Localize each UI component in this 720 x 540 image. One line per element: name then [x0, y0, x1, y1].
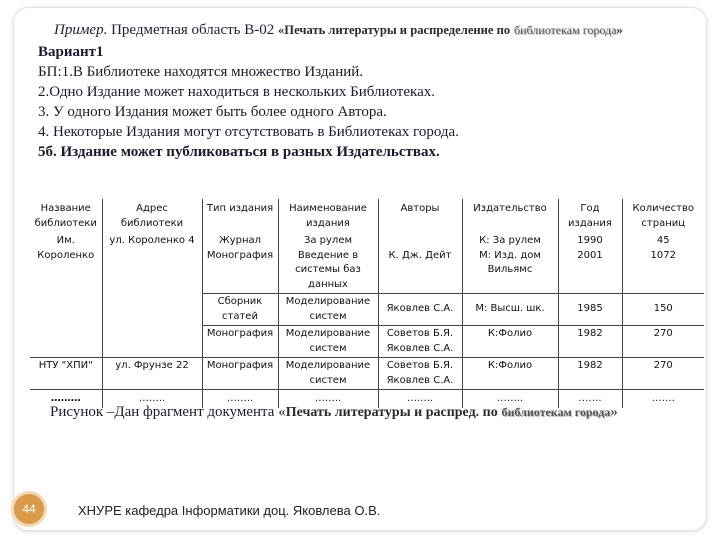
task-statements: [38, 42, 698, 162]
footer-text: ХНУРЕ кафедра Інформатики доц. Яковлева О.В.: [78, 503, 381, 518]
cell-type-line: Журнал: [218, 235, 262, 246]
cell-year: 1982: [558, 358, 622, 390]
subject-quote: «Печать литературы и распределение по: [278, 23, 511, 37]
cell-title: Моделирование систем: [278, 358, 378, 390]
cell-title: Моделирование систем: [278, 326, 378, 358]
cell-type: Монография: [202, 358, 278, 390]
header-library: Название библиотеки: [30, 199, 102, 233]
header-title: Наименование издания: [278, 199, 378, 233]
cell-library: Им. Короленко: [30, 233, 102, 294]
header-address: Адрес библиотеки: [102, 199, 202, 233]
cell-address: [102, 294, 202, 326]
header-type: Тип издания: [202, 199, 278, 233]
cell-pages: 270: [622, 326, 704, 358]
cell-year-line: 1990: [577, 235, 603, 246]
cell-pages: 150: [622, 294, 704, 326]
example-label: Пример.: [54, 22, 108, 38]
table-row: [30, 326, 704, 358]
cell-pages: [622, 233, 704, 294]
slide-title: [54, 22, 623, 39]
cell-authors: Советов Б.Я. Яковлев С.А.: [378, 358, 462, 390]
cell-pages-line: 1072: [650, 249, 676, 261]
cell-year-line: 2001: [577, 249, 603, 261]
document-table: [30, 199, 704, 408]
cell-publisher-line: К: За рулем: [479, 235, 541, 246]
cell-authors: Советов Б.Я. Яковлев С.А.: [378, 326, 462, 358]
subject-quote-tail: библиотекам города: [513, 23, 617, 37]
cell-title-line: Введение в системы баз данных: [295, 249, 361, 290]
cell-title: [278, 233, 378, 294]
cell-publisher-line: М: Изд. дом Вильямс: [479, 249, 541, 275]
cell-year: [558, 233, 622, 294]
ellipsis-cell: ………: [30, 390, 102, 409]
statement-1: БП:1.В Библиотеке находятся множество Изданий.: [38, 64, 364, 80]
cell-library: [30, 326, 102, 358]
caption-close: »: [610, 404, 618, 420]
cell-authors-line: К. Дж. Дейт: [388, 249, 452, 261]
cell-year: 1982: [558, 326, 622, 358]
ellipsis-cell: ……..: [378, 390, 462, 409]
subject-prefix: Предметная область В-02: [111, 22, 275, 38]
cell-address: [102, 326, 202, 358]
header-publisher: Издательство: [462, 199, 558, 233]
statement-5: 5б. Издание может публиковаться в разных Издательствах.: [38, 144, 440, 160]
cell-pages: 270: [622, 358, 704, 390]
cell-type-line: Монография: [206, 249, 274, 261]
ellipsis-cell: ……..: [102, 390, 202, 409]
statement-3: 3. У одного Издания может быть более одного Автора.: [38, 104, 387, 120]
variant-heading: Вариант1: [38, 44, 104, 60]
caption-prefix: Рисунок –Дан фрагмент документа «: [50, 404, 286, 420]
cell-address: ул. Короленко 4: [102, 233, 202, 294]
caption-bold: Печать литературы и распред. по: [285, 405, 498, 420]
cell-type: Монография: [202, 326, 278, 358]
cell-title: Моделирование систем: [278, 294, 378, 326]
header-authors: Авторы: [378, 199, 462, 233]
cell-authors: [378, 233, 462, 294]
cell-address: ул. Фрунзе 22: [102, 358, 202, 390]
ellipsis-cell: ……..: [462, 390, 558, 409]
header-pages: Количество страниц: [622, 199, 704, 233]
table-row: [30, 233, 704, 294]
cell-type: [202, 233, 278, 294]
table-row: [30, 358, 704, 390]
header-year: Год издания: [558, 199, 622, 233]
cell-year: 1985: [558, 294, 622, 326]
caption-tail: библиотекам города: [501, 405, 611, 419]
statement-4: 4. Некоторые Издания могут отсутствовать в Библиотеках города.: [38, 124, 459, 140]
cell-authors-line: [381, 234, 460, 249]
cell-publisher: [462, 233, 558, 294]
table-row: [30, 294, 704, 326]
ellipsis-cell: ……..: [278, 390, 378, 409]
cell-library: [30, 294, 102, 326]
figure-caption: [50, 404, 618, 421]
subject-quote-close: »: [616, 23, 623, 37]
page-number: 44: [14, 494, 44, 524]
cell-authors: Яковлев С.А.: [378, 294, 462, 326]
cell-pages-line: 45: [656, 235, 670, 246]
ellipsis-cell: …….: [558, 390, 622, 409]
statement-2: 2.Одно Издание может находиться в нескольких Библиотеках.: [38, 84, 435, 100]
cell-title-line: За рулем: [303, 235, 353, 246]
cell-library: НТУ "ХПИ": [30, 358, 102, 390]
ellipsis-cell: …….: [622, 390, 704, 409]
cell-publisher: М: Высш. шк.: [462, 294, 558, 326]
cell-publisher: К:Фолио: [462, 326, 558, 358]
cell-publisher: К:Фолио: [462, 358, 558, 390]
ellipsis-cell: ……..: [202, 390, 278, 409]
cell-type: Сборник статей: [202, 294, 278, 326]
